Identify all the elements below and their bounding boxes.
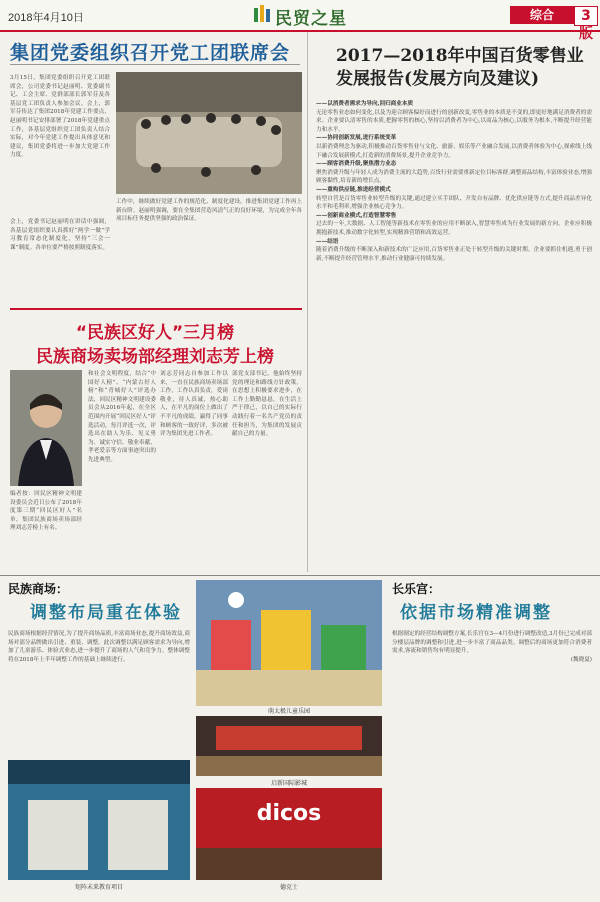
article-body: 3月15日，集团党委组织召开党工团联席会，公司党委书记赵丽明、党委副书记、工会主席、党群部部长郭军芬及各基层党工团负责人参加会议。会上，郭军芬传达了集团2018年党建工作要点，赵丽明书记安排部署了2018年党建重点工作，各基层党组织党工团负责人结合实际，对今年党建工作提出具体意见和建议，集团党委将进一步加大党建工作力度。 <box>10 75 110 159</box>
article-title: 2017—2018年中国百货零售业 <box>336 46 584 66</box>
section-heading: ——创新商业模式,打造智慧零售 <box>316 212 397 219</box>
paragraph: 根据制定的经营结构调整方案,长乐宫在3—4月份进行调整改造,3月份已完成对部分楼层品牌的调整和引进,进一步丰富了商品品类。调整后的商场更加符合消费者需求,客流和销售均有明显提升。 <box>392 631 592 655</box>
article-body: 部党支部书记，他始终坚持党的理论和路线方针政策，在思想上积极要求进步，在工作上勤勤恳恳，在生活上严于律己，以自己的实际行动践行着一名共产党员的责任和担当，为集团的发展贡献自己的力量。 <box>232 371 302 438</box>
author-byline: (魏晓夏) <box>570 656 592 663</box>
article-subtitle: 民族商场卖场部经理刘志芳上榜 <box>36 347 274 367</box>
meeting-photo <box>116 72 302 194</box>
article-body: 刘志芳同志自参加工作以来，一直在民族商场卖场部工作，工作认真负责，爱岗敬业，待人真诚，热心助人，在平凡的岗位上做出了不平凡的成绩，赢得了同事和顾客的一致好评，多次被评为集团先进工作者。 <box>160 371 228 438</box>
paragraph: 转型自营是百货零售业转型升级的关键,通过建立买手团队、开发自有品牌、优化供应链等方式,提升商品差异化水平和毛利率,增强企业核心竞争力。 <box>316 195 592 211</box>
portrait-photo <box>10 370 82 486</box>
page-number: 3版 <box>574 6 598 26</box>
section-label: 综合 <box>510 6 574 24</box>
section-heading: ——结语 <box>316 238 339 245</box>
article-body: 民族商场根据经营情况,为了提升商场品质,丰富商场业态,提升商场效益,商场对部分品牌做出引进、重装、调整。此次调整以满足顾客需求为导向,增加了儿童游乐、体验式业态,进一步提升了商场的人气和竞争力。整体调整将在2018年上半年调整工作的基础上继续进行。 <box>8 631 190 663</box>
article-title: 依据市场精准调整 <box>400 603 552 623</box>
photo-caption: 启新国际影城 <box>270 780 307 787</box>
article-title: 调整布局重在体验 <box>30 603 182 623</box>
svg-text:dicos: dicos <box>256 801 322 826</box>
article-kicker: 民族商场： <box>8 582 69 596</box>
article-body <box>392 630 592 830</box>
photo-caption: 萌太极儿童乐园 <box>267 708 310 715</box>
article-subtitle: 发展报告(发展方向及建议) <box>336 69 540 89</box>
article-kicker: 长乐宫： <box>392 582 441 596</box>
article-body: 和社会文明程度，结合“中国好人榜”、“内蒙古好人榜”和“青城好人”评选办法，回民区精神文明建设委员会从2016年起，在全区范围内开展“回民区好人”评选活动，每月评选一次，评选出在助人为乐、见义勇为、诚实守信、敬业奉献、孝老爱亲等方面事迹突出的先进典型。 <box>88 371 156 463</box>
dicos-store-photo <box>196 788 382 880</box>
title-rule <box>10 64 300 65</box>
column-divider <box>307 32 308 572</box>
paragraph: 随着消费升级的不断深入和新技术的广泛应用,百货零售业正处于转型升级的关键时期。企业要抓住机遇,勇于创新,不断提升经营管理水平,推动行业健康可持续发展。 <box>316 247 592 262</box>
paragraph: 无论零售业态如何变化,以及为迎合顾客偏好而进行的创新改变,零售业的本质是不变的,即更好地满足消费者的需求。企业要认清零售的本质,把握零售的核心,坚持以消费者为中心,以商品为核心,以服务为根本,不断提升经营能力和水平。 <box>316 109 592 133</box>
editor-note: 编者按：回民区精神文明建设委员会近日公布了2018年度第三期“回民区好人”名单，集团民族商场卖场部经理刘志芳榜上有名。 <box>10 491 82 532</box>
bottom-rule <box>0 575 600 576</box>
article-body: 工作中，继续做好党建工作的规范化、制度化建设，推进集团党建工作再上新台阶。赵丽明强调，要在全集团营造风清气正的良好环境，为完成全年各项目标任务提供坚强的政治保证。 <box>116 199 302 223</box>
newspaper-logo: 民贸之星 <box>275 9 347 29</box>
paragraph: 聚焦消费升级与年轻人成为消费主流的大趋势,百货行业需要重新定位目标客群,调整商品结构,丰富体验业态,增强顾客黏性,培育新的增长点。 <box>316 169 592 185</box>
section-heading: ——以消费者需求为导向,回归商业本质 <box>316 101 414 107</box>
photo-caption: 矩阵未来教育项目 <box>74 884 123 891</box>
cinema-photo <box>196 716 382 776</box>
issue-date: 2018年4月10日 <box>8 12 84 24</box>
article-title: “民族区好人”三月榜 <box>75 323 235 343</box>
section-rule <box>10 308 302 310</box>
section-heading: ——顾客消费升级,聚焦潜力业态 <box>316 161 397 168</box>
paragraph: 以新消费理念为驱动,积极推动百货零售业与文化、旅游、娱乐等产业融合发展,以消费者体验为中心,探索线上线下融合发展新模式,打造新的消费场景,提升企业竞争力。 <box>316 143 592 159</box>
article-title: 集团党委组织召开党工团联席会 <box>10 42 291 64</box>
report-body <box>316 100 592 570</box>
newspaper-logo-icon <box>252 4 272 24</box>
kids-playground-photo <box>196 580 382 706</box>
paragraph: 过去的一年,大数据、人工智能等新技术在零售业的应用不断深入,智慧零售成为行业发展的新方向。企业应积极拥抱新技术,推动数字化转型,实现精准营销和高效运营。 <box>316 221 592 236</box>
section-heading: ——协同创新发展,进行系统变革 <box>316 135 397 142</box>
education-center-photo <box>8 760 190 880</box>
article-body: 会上，党委书记赵丽明在讲话中强调，各基层党组织要认真抓好“两学一做”学习教育常态化制度化，坚持“三会一课”制度。各单位要严格按照制度落实。 <box>10 219 110 251</box>
photo-caption: 德克士 <box>279 884 298 891</box>
section-heading: ——重构供应链,推进经营模式 <box>316 186 391 193</box>
